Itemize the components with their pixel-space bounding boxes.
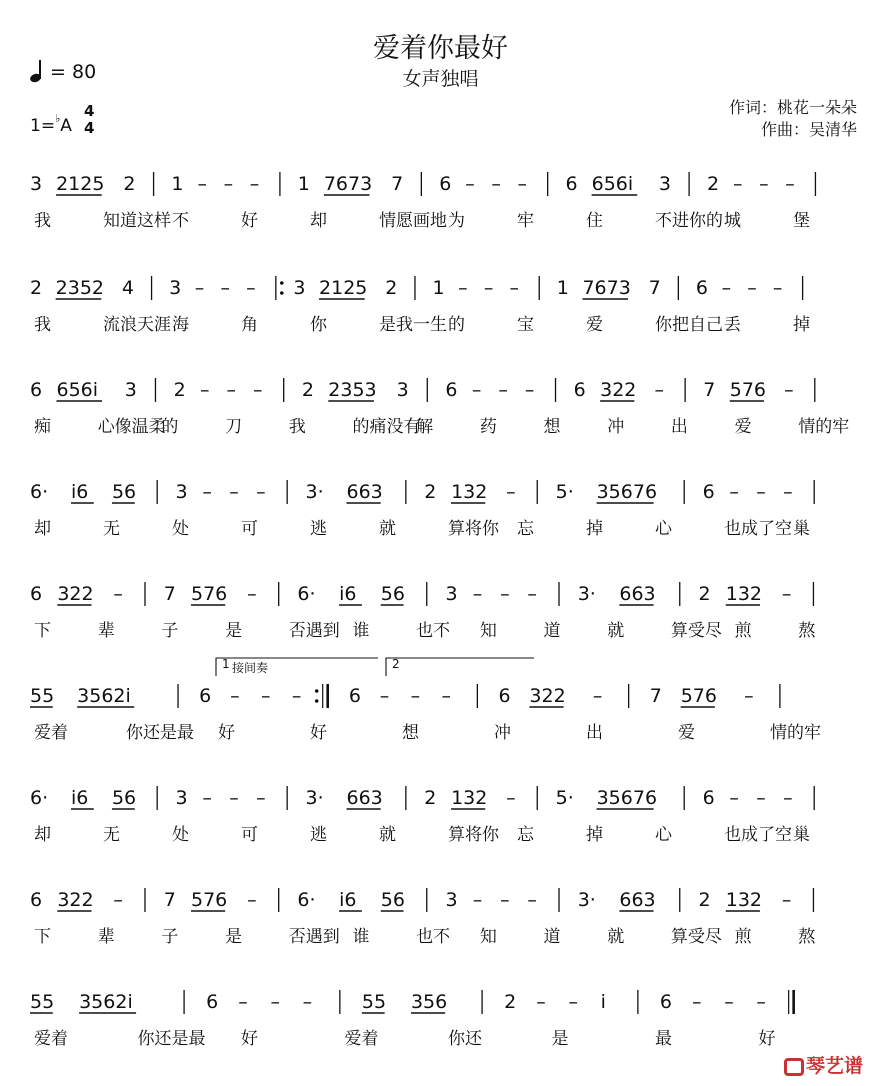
note-group: –	[410, 685, 421, 707]
note-group: –	[744, 685, 754, 707]
lyric-syllable: 煎	[734, 927, 752, 947]
note-group: 663	[346, 787, 383, 809]
lyric-syllable: 却	[34, 825, 51, 845]
note-group: –	[246, 277, 256, 299]
note-group: 3·	[577, 889, 596, 911]
note-group: 6	[30, 583, 43, 605]
note-group: –	[229, 481, 239, 503]
note-group: –	[500, 889, 510, 911]
note-group: –	[471, 379, 482, 401]
note-group: 322	[529, 685, 566, 707]
lyric-syllable: 冲	[494, 723, 511, 743]
note-group: 3·	[305, 481, 324, 503]
note-group: –	[784, 379, 794, 401]
note-group: –	[483, 277, 494, 299]
lyric-syllable: 你把自己	[655, 315, 723, 335]
lyric-syllable: 想	[402, 723, 419, 743]
repeat-dot	[280, 281, 284, 285]
note-group: 322	[600, 379, 637, 401]
lyric-syllable: 下	[34, 927, 51, 947]
lyric-syllable: 子	[161, 621, 179, 641]
note-group: 2	[173, 379, 186, 401]
note-group: 2	[424, 787, 437, 809]
lyric-syllable: 出	[586, 723, 603, 743]
note-group: 55	[361, 991, 387, 1013]
lyric-syllable: 却	[34, 519, 51, 539]
note-group: 663	[619, 889, 656, 911]
lyric-syllable: 巢	[793, 519, 810, 539]
note-group: –	[256, 787, 266, 809]
note-group: 3	[30, 173, 43, 195]
lyric-syllable: 掉	[793, 315, 810, 335]
lyric-syllable: 算受尽	[670, 927, 722, 947]
note-group: 6	[206, 991, 219, 1013]
note-group: 7673	[323, 173, 373, 195]
note-group: –	[498, 379, 508, 401]
note-group: 356	[410, 991, 448, 1013]
lyric-syllable: 就	[607, 927, 625, 947]
repeat-dot	[280, 291, 284, 295]
note-group: 656i	[591, 173, 634, 195]
lyric-syllable: 掉	[586, 519, 603, 539]
note-group: 6·	[297, 889, 316, 911]
lyric-syllable: 情的牢	[798, 417, 850, 437]
score-row	[0, 0, 814, 539]
note-group: –	[202, 787, 212, 809]
note-group: 132	[451, 481, 488, 503]
note-group: 2125	[56, 173, 105, 195]
lyric-syllable: 逃	[310, 825, 327, 845]
lyric-syllable: 心	[655, 519, 672, 539]
note-group: 7	[163, 583, 176, 605]
repeat-dot	[315, 699, 319, 703]
lyric-syllable: 巢	[793, 825, 810, 845]
note-group: 3	[124, 379, 137, 401]
note-group: 4	[121, 277, 134, 299]
note-group: 576	[191, 583, 228, 605]
note-group: 7	[391, 173, 404, 195]
note-group: 3562i	[79, 991, 133, 1013]
note-group: 1	[171, 173, 184, 195]
lyric-syllable: 辈	[97, 621, 115, 641]
note-group: 2353	[328, 379, 377, 401]
lyric-syllable: 处	[172, 825, 189, 845]
note-group: –	[721, 277, 732, 299]
note-group: 35676	[596, 481, 658, 503]
note-group: –	[230, 685, 240, 707]
note-group: 1	[556, 277, 569, 299]
lyric-syllable: 也不	[416, 927, 451, 947]
lyric-syllable: 最	[655, 1029, 672, 1049]
lyric-syllable: 角	[241, 315, 258, 335]
lyric-syllable: 为	[448, 211, 465, 231]
lyric-syllable: 情愿画地	[379, 211, 447, 231]
lyric-syllable: 爱着	[344, 1029, 379, 1049]
note-group: 3·	[305, 787, 324, 809]
lyric-syllable: 是	[225, 927, 243, 947]
lyric-syllable: 爱着	[34, 1029, 68, 1049]
note-group: –	[270, 991, 280, 1013]
note-group: –	[756, 481, 766, 503]
lyric-syllable: 想	[543, 417, 561, 437]
watermark-text: 琴艺谱	[805, 1055, 863, 1077]
note-group: –	[781, 889, 792, 911]
note-group: i6	[70, 787, 89, 809]
note-group: 2	[385, 277, 398, 299]
note-group: –	[759, 173, 769, 195]
lyric-syllable: 出	[670, 417, 688, 437]
note-group: 6	[498, 685, 511, 707]
lyricist-credit: 作词：桃花一朵朵	[728, 98, 857, 117]
note-group: 6	[30, 379, 43, 401]
lyric-syllable: 解	[416, 417, 434, 437]
lyric-syllable: 不进你的	[655, 211, 723, 231]
key-note: A	[60, 116, 72, 136]
note-group: 322	[57, 889, 94, 911]
note-group: –	[458, 277, 468, 299]
note-group: –	[692, 991, 702, 1013]
note-group: 2	[504, 991, 517, 1013]
lyric-syllable: 道	[543, 621, 561, 641]
lyric-syllable: 痴	[34, 417, 51, 437]
repeat-dot	[315, 689, 319, 693]
note-group: –	[524, 379, 535, 401]
lyric-syllable: 丢	[724, 315, 741, 335]
note-group: –	[465, 173, 475, 195]
lyric-syllable: 你还是最	[137, 1029, 206, 1049]
volta-number-2: 2	[392, 657, 400, 671]
note-group: –	[527, 889, 537, 911]
note-group: 7673	[582, 277, 631, 299]
composer-credit: 作曲：吴清华	[760, 120, 857, 139]
note-group: –	[527, 583, 537, 605]
volta-first-label: 接间奏	[232, 661, 269, 675]
volta-brackets	[216, 657, 534, 676]
note-group: 55	[30, 991, 55, 1013]
lyric-syllable: 好	[218, 723, 235, 743]
note-group: 3	[175, 787, 188, 809]
note-group: 132	[451, 787, 488, 809]
note-group: –	[238, 991, 248, 1013]
lyric-syllable: 就	[607, 621, 625, 641]
note-group: –	[113, 583, 123, 605]
lyric-syllable: 好	[758, 1029, 776, 1049]
lyric-syllable: 你还是最	[126, 723, 194, 743]
note-group: 56	[380, 583, 405, 605]
qinyipu-logo-icon	[784, 1058, 804, 1076]
lyric-syllable: 知道这样	[103, 211, 171, 231]
note-group: i6	[339, 583, 357, 605]
lyric-syllable: 是我一生	[379, 315, 447, 335]
lyric-syllable: 城	[724, 211, 741, 231]
lyric-syllable: 辈	[97, 927, 115, 947]
note-group: 7	[648, 277, 661, 299]
score-row	[0, 0, 815, 231]
note-group: 2	[123, 173, 136, 195]
note-group: 6	[30, 889, 43, 911]
lyric-syllable: 药	[479, 417, 497, 437]
note-group: 6	[199, 685, 212, 707]
score-row	[0, 0, 810, 335]
lyric-syllable: 就	[379, 519, 396, 539]
note-group: 663	[619, 583, 656, 605]
note-group: 132	[725, 583, 763, 605]
lyric-syllable: 冲	[607, 417, 625, 437]
note-group: 56	[111, 481, 137, 503]
note-group: –	[202, 481, 212, 503]
note-group: –	[756, 787, 766, 809]
lyric-syllable: 忘	[517, 519, 534, 539]
note-group: 55	[30, 685, 55, 707]
watermark	[784, 1051, 863, 1078]
note-group: –	[226, 379, 237, 401]
note-group: –	[592, 685, 603, 707]
volta-second-bracket	[386, 658, 534, 676]
note-group: –	[247, 583, 257, 605]
note-group: –	[500, 583, 510, 605]
note-group: 576	[729, 379, 767, 401]
note-group: 3	[658, 173, 671, 195]
note-group: 6	[348, 685, 361, 707]
note-group: –	[113, 889, 123, 911]
note-group: –	[506, 481, 516, 503]
note-group: 2	[301, 379, 314, 401]
note-group: –	[194, 277, 205, 299]
lyric-syllable: 是	[225, 621, 243, 641]
note-group: 6	[659, 991, 672, 1013]
note-group: 132	[725, 889, 763, 911]
song-title: 爱着你最好	[373, 33, 508, 64]
lyric-syllable: 无	[103, 825, 120, 845]
lyric-syllable: 牢	[517, 211, 534, 231]
lyric-syllable: 否遇到	[288, 621, 340, 641]
note-group: 6·	[297, 583, 316, 605]
note-group: –	[472, 889, 483, 911]
note-group: 5·	[555, 787, 574, 809]
note-group: 6	[439, 173, 452, 195]
note-group: –	[729, 787, 739, 809]
lyric-syllable: 知	[479, 927, 497, 947]
note-group: 2	[30, 277, 43, 299]
note-group: i6	[339, 889, 357, 911]
lyric-syllable: 好	[241, 1029, 258, 1049]
lyric-syllable: 处	[172, 519, 189, 539]
lyric-syllable: 心像温柔	[97, 417, 166, 437]
lyric-syllable: 却	[310, 211, 327, 231]
lyric-syllable: 爱	[678, 723, 695, 743]
key-prefix: 1=	[30, 116, 56, 136]
lyric-syllable: 无	[103, 519, 120, 539]
note-group: –	[491, 173, 501, 195]
note-group: –	[781, 583, 792, 605]
time-signature-bottom: 4	[84, 119, 95, 137]
note-group: 6	[695, 277, 709, 299]
note-group: 576	[191, 889, 228, 911]
lyric-syllable: 是	[551, 1029, 569, 1049]
lyric-syllable: 我	[288, 417, 306, 437]
note-group: 3	[293, 277, 306, 299]
lyric-syllable: 可	[241, 825, 258, 845]
note-group: i	[600, 991, 606, 1013]
lyric-syllable: 住	[586, 211, 603, 231]
note-group: –	[783, 787, 793, 809]
lyric-syllable: 爱着	[34, 723, 68, 743]
note-group: –	[536, 991, 546, 1013]
lyric-syllable: 的	[448, 315, 465, 335]
lyric-syllable: 好	[310, 723, 327, 743]
time-signature-top: 4	[84, 102, 95, 120]
lyric-syllable: 不	[172, 211, 189, 231]
note-group: 6	[702, 481, 715, 503]
note-group: 3562i	[77, 685, 131, 707]
note-group: i6	[70, 481, 89, 503]
lyric-syllable: 也不	[416, 621, 451, 641]
note-group: –	[517, 173, 527, 195]
lyric-syllable: 逃	[310, 519, 327, 539]
lyric-syllable: 下	[34, 621, 51, 641]
lyric-syllable: 算受尽	[670, 621, 722, 641]
note-group: 6	[702, 787, 715, 809]
note-group: 2	[424, 481, 437, 503]
note-group: 7	[649, 685, 662, 707]
lyric-syllable: 好	[241, 211, 258, 231]
note-group: 2125	[319, 277, 368, 299]
lyric-syllable: 道	[543, 927, 561, 947]
lyric-syllable: 你	[310, 315, 327, 335]
note-group: –	[223, 173, 234, 195]
lyric-syllable: 忘	[517, 825, 534, 845]
note-group: 56	[380, 889, 405, 911]
note-group: 6	[565, 173, 578, 195]
lyric-syllable: 我	[34, 315, 51, 335]
note-group: 3·	[577, 583, 596, 605]
lyric-syllable: 谁	[352, 621, 370, 641]
note-group: 7	[703, 379, 716, 401]
note-group: 1	[432, 277, 445, 299]
note-group: –	[197, 173, 208, 195]
lyric-syllable: 宝	[517, 315, 534, 335]
note-group: –	[747, 277, 757, 299]
note-group: 322	[57, 583, 94, 605]
note-group: 3	[445, 889, 458, 911]
note-group: 2	[698, 583, 711, 605]
lyric-syllable: 爱	[586, 315, 603, 335]
note-group: –	[200, 379, 210, 401]
note-group: –	[568, 991, 578, 1013]
note-group: 2	[706, 173, 720, 195]
note-group: 6	[573, 379, 586, 401]
lyric-syllable: 的痛没有	[352, 417, 421, 437]
note-group: 56	[111, 787, 137, 809]
note-group: 7	[163, 889, 176, 911]
note-group: 3	[445, 583, 458, 605]
note-group: –	[302, 991, 313, 1013]
note-group: 2	[698, 889, 711, 911]
note-group: –	[729, 481, 739, 503]
lyric-syllable: 熬	[798, 621, 816, 641]
lyric-syllable: 爱	[734, 417, 752, 437]
note-group: –	[724, 991, 734, 1013]
note-group: –	[220, 277, 230, 299]
note-group: –	[253, 379, 263, 401]
note-group: –	[733, 173, 743, 195]
note-group: –	[506, 787, 516, 809]
note-group: –	[229, 787, 239, 809]
note-group: –	[785, 173, 795, 195]
note-group: 3	[396, 379, 409, 401]
flat-icon: ♭	[55, 112, 61, 125]
lyric-syllable: 堡	[793, 211, 810, 231]
lyric-syllable: 心	[655, 825, 672, 845]
lyric-syllable: 海	[172, 315, 189, 335]
note-group: 2352	[55, 277, 105, 299]
note-group: 6·	[30, 787, 49, 809]
lyric-syllable: 谁	[352, 927, 370, 947]
note-group: 3	[169, 277, 182, 299]
note-group: –	[756, 991, 766, 1013]
lyric-syllable: 也成了空	[724, 519, 792, 539]
note-group: –	[783, 481, 793, 503]
lyric-syllable: 否遇到	[288, 927, 340, 947]
volta-number-1: 1	[222, 657, 230, 671]
lyric-syllable: 的	[161, 417, 179, 437]
song-subtitle: 女声独唱	[402, 68, 479, 90]
note-group: –	[379, 685, 390, 707]
note-group: –	[654, 379, 664, 401]
lyric-syllable: 掉	[586, 825, 603, 845]
note-group: –	[256, 481, 266, 503]
note-group: 6	[445, 379, 458, 401]
note-group: 35676	[596, 787, 658, 809]
note-group: –	[260, 685, 271, 707]
lyric-syllable: 刀	[225, 417, 243, 437]
lyric-syllable: 算将你	[448, 825, 499, 845]
lyric-syllable: 也成了空	[724, 825, 792, 845]
note-group: 5·	[555, 481, 574, 503]
note-group: 6·	[30, 481, 49, 503]
note-group: –	[772, 277, 783, 299]
note-group: 656i	[56, 379, 99, 401]
lyric-syllable: 我	[34, 211, 51, 231]
note-group: 1	[297, 173, 310, 195]
lyric-syllable: 就	[379, 825, 396, 845]
lyric-syllable: 流浪天涯	[103, 315, 171, 335]
note-group: 3	[175, 481, 188, 503]
tempo-value: = 80	[50, 61, 97, 83]
lyric-syllable: 煎	[734, 621, 752, 641]
lyric-syllable: 熬	[798, 927, 816, 947]
note-group: 663	[346, 481, 383, 503]
lyric-syllable: 你还	[448, 1029, 482, 1049]
lyric-syllable: 子	[161, 927, 179, 947]
note-group: –	[291, 685, 302, 707]
lyric-syllable: 可	[241, 519, 258, 539]
note-group: –	[509, 277, 520, 299]
lyric-syllable: 算将你	[448, 519, 499, 539]
note-group: –	[441, 685, 452, 707]
note-group: 576	[680, 685, 717, 707]
lyric-syllable: 情的牢	[770, 723, 821, 743]
note-group: –	[247, 889, 257, 911]
note-group: –	[472, 583, 483, 605]
lyric-syllable: 知	[479, 621, 497, 641]
note-group: –	[249, 173, 260, 195]
